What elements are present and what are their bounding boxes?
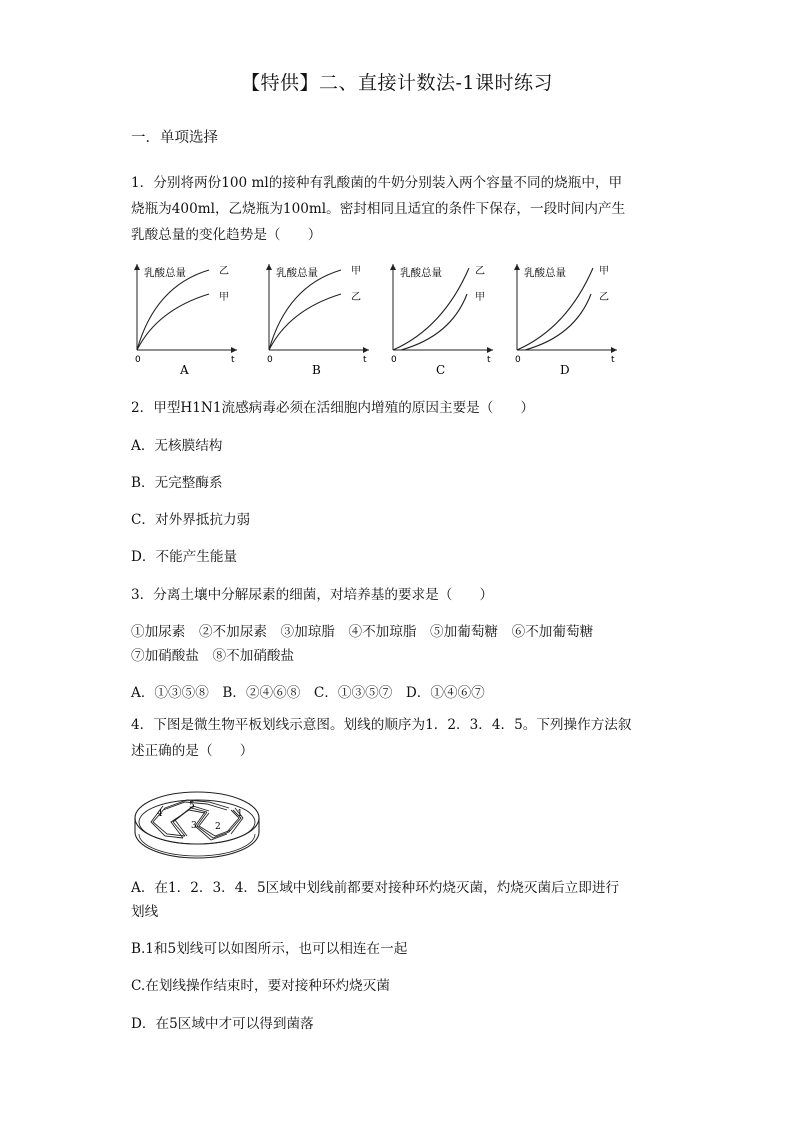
question-3-items-line-1: ①加尿素 ②不加尿素 ③加琼脂 ④不加琼脂 ⑤加葡萄糖 ⑥不加葡萄糖 xyxy=(131,624,594,640)
curve-upper-label: 甲 xyxy=(599,266,609,277)
page-title: 【特供】二、直接计数法-1课时练习 xyxy=(240,72,553,94)
y-axis-label: 乳酸总量 xyxy=(144,267,186,279)
question-4-stem xyxy=(131,712,663,764)
question-4-line-1: 4．下图是微生物平板划线示意图。划线的顺序为1．2．3．4．5。下列操作方法叙 xyxy=(131,717,632,733)
question-4-option-d: D．在5区域中才可以得到菌落 xyxy=(131,1016,314,1032)
question-2-option-d: D．不能产生能量 xyxy=(131,549,238,565)
question-1-line-2: 烧瓶为400ml，乙烧瓶为100ml。密封相同且适宜的条件下保存，一段时间内产生 xyxy=(131,201,626,217)
question-4-option-b: B.1和5划线可以如图所示，也可以相连在一起 xyxy=(131,941,408,957)
graph-a xyxy=(128,254,248,378)
x-axis-label: t xyxy=(231,355,235,365)
graph-b xyxy=(260,254,380,378)
x-axis-label: t xyxy=(363,355,367,365)
question-1-line-1: 1．分别将两份100 ml的接种有乳酸菌的牛奶分别装入两个容量不同的烧瓶中，甲 xyxy=(131,175,623,191)
y-axis-label: 乳酸总量 xyxy=(400,267,442,279)
graph-d xyxy=(508,254,628,378)
question-2-stem: 2．甲型H1N1流感病毒必须在活细胞内增殖的原因主要是（ ） xyxy=(131,400,535,416)
dish-label-5: 5 xyxy=(189,801,195,811)
graph-letter: B xyxy=(312,363,321,377)
petri-dish-diagram xyxy=(133,786,261,862)
graph-c xyxy=(384,254,504,378)
dish-label-3: 3 xyxy=(191,821,197,831)
origin-label: 0 xyxy=(267,355,273,365)
question-2-option-b: B．无完整酶系 xyxy=(131,475,223,491)
origin-label: 0 xyxy=(391,355,397,365)
x-axis-label: t xyxy=(611,355,615,365)
streak-lines xyxy=(151,800,243,840)
x-axis-label: t xyxy=(487,355,491,365)
question-4-option-c: C.在划线操作结束时，要对接种环灼烧灭菌 xyxy=(131,978,390,994)
question-2-option-a: A．无核膜结构 xyxy=(131,438,223,454)
question-3-options: A．①③⑤⑧ B．②④⑥⑧ C．①③⑤⑦ D．①④⑥⑦ xyxy=(131,685,485,701)
origin-label: 0 xyxy=(515,355,521,365)
curve-lower-label: 甲 xyxy=(475,292,485,303)
y-axis-label: 乳酸总量 xyxy=(276,267,318,279)
question-4-line-2: 述正确的是（ ） xyxy=(131,743,254,759)
curve-lower-label: 乙 xyxy=(599,292,609,303)
y-axis-label: 乳酸总量 xyxy=(524,267,566,279)
question-1-line-3: 乳酸总量的变化趋势是（ ） xyxy=(131,227,322,243)
dish-label-2: 2 xyxy=(215,822,221,832)
graph-letter: A xyxy=(180,363,189,377)
question-3-stem: 3．分离土壤中分解尿素的细菌，对培养基的要求是（ ） xyxy=(131,587,494,603)
graph-letter: D xyxy=(560,363,570,377)
curve-upper-label: 乙 xyxy=(475,266,485,277)
question-2-option-c: C．对外界抵抗力弱 xyxy=(131,512,251,528)
curve-lower-label: 甲 xyxy=(219,292,229,303)
dish-label-1: 1 xyxy=(237,809,243,819)
question-1-stem xyxy=(131,170,663,248)
curve-upper-label: 甲 xyxy=(351,266,361,277)
question-4-option-a-line-1: A．在1．2．3．4．5区域中划线前都要对接种环灼烧灭菌，灼烧灭菌后立即进行 xyxy=(131,880,620,896)
section-heading: 一．单项选择 xyxy=(131,130,218,146)
graph-letter: C xyxy=(436,363,446,377)
curve-lower-label: 乙 xyxy=(351,292,361,303)
question-3-items-line-2: ⑦加硝酸盐 ⑧不加硝酸盐 xyxy=(131,648,295,664)
question-4-option-a-line-2: 划线 xyxy=(131,904,159,920)
curve-upper-label: 乙 xyxy=(219,266,229,277)
origin-label: 0 xyxy=(135,355,141,365)
dish-label-4: 4 xyxy=(157,809,163,819)
